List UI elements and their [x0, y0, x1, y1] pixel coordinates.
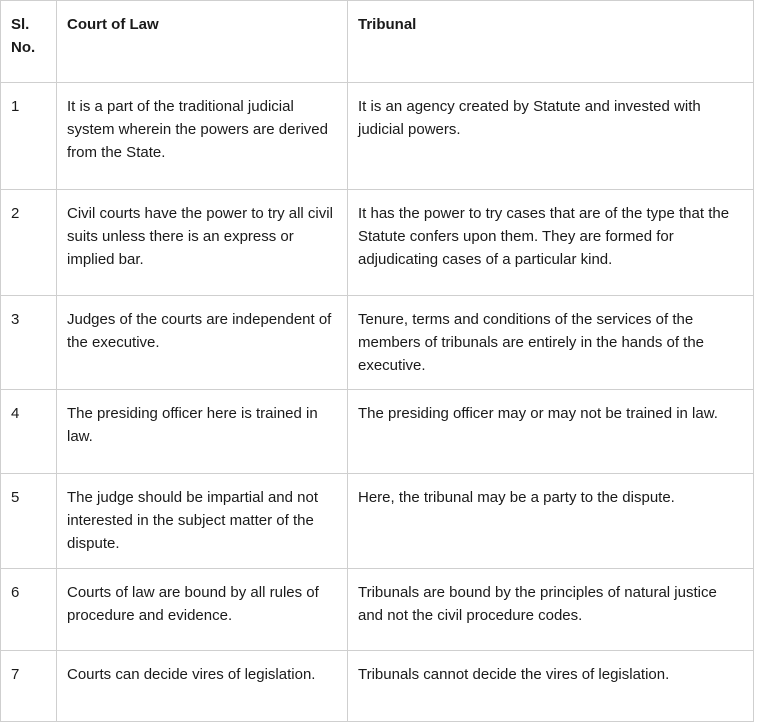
table-row: [1, 190, 754, 296]
table-row: [1, 390, 754, 474]
cell-court-of-law: Courts of law are bound by all rules of procedure and evidence.: [57, 569, 348, 651]
cell-tribunal: Tenure, terms and conditions of the services of the members of tribunals are entirely in the hands of the executive.: [348, 296, 754, 390]
cell-sl-no: 5: [1, 474, 57, 569]
cell-tribunal: It is an agency created by Statute and invested with judicial powers.: [348, 83, 754, 190]
cell-sl-no: 6: [1, 569, 57, 651]
cell-court-of-law: Judges of the courts are independent of the executive.: [57, 296, 348, 390]
cell-sl-no: 2: [1, 190, 57, 296]
cell-tribunal: It has the power to try cases that are of the type that the Statute confers upon them. They are formed for adjudicating cases of a particular kind.: [348, 190, 754, 296]
cell-tribunal: The presiding officer may or may not be trained in law.: [348, 390, 754, 474]
table-row: [1, 296, 754, 390]
cell-sl-no: 7: [1, 651, 57, 722]
header-court-of-law: Court of Law: [57, 1, 348, 83]
cell-court-of-law: Courts can decide vires of legislation.: [57, 651, 348, 722]
cell-tribunal: Tribunals cannot decide the vires of legislation.: [348, 651, 754, 722]
header-tribunal: Tribunal: [348, 1, 754, 83]
cell-sl-no: 4: [1, 390, 57, 474]
table-row: [1, 83, 754, 190]
table-row: [1, 651, 754, 722]
cell-court-of-law: The judge should be impartial and not interested in the subject matter of the dispute.: [57, 474, 348, 569]
table-row: [1, 569, 754, 651]
cell-court-of-law: Civil courts have the power to try all civil suits unless there is an express or implied bar.: [57, 190, 348, 296]
cell-sl-no: 3: [1, 296, 57, 390]
cell-tribunal: Tribunals are bound by the principles of natural justice and not the civil procedure codes.: [348, 569, 754, 651]
table-row: [1, 474, 754, 569]
cell-tribunal: Here, the tribunal may be a party to the dispute.: [348, 474, 754, 569]
cell-sl-no: 1: [1, 83, 57, 190]
cell-court-of-law: The presiding officer here is trained in law.: [57, 390, 348, 474]
table-header-row: [1, 1, 754, 83]
cell-court-of-law: It is a part of the traditional judicial system wherein the powers are derived from the State.: [57, 83, 348, 190]
header-sl-no: Sl. No.: [1, 1, 57, 83]
